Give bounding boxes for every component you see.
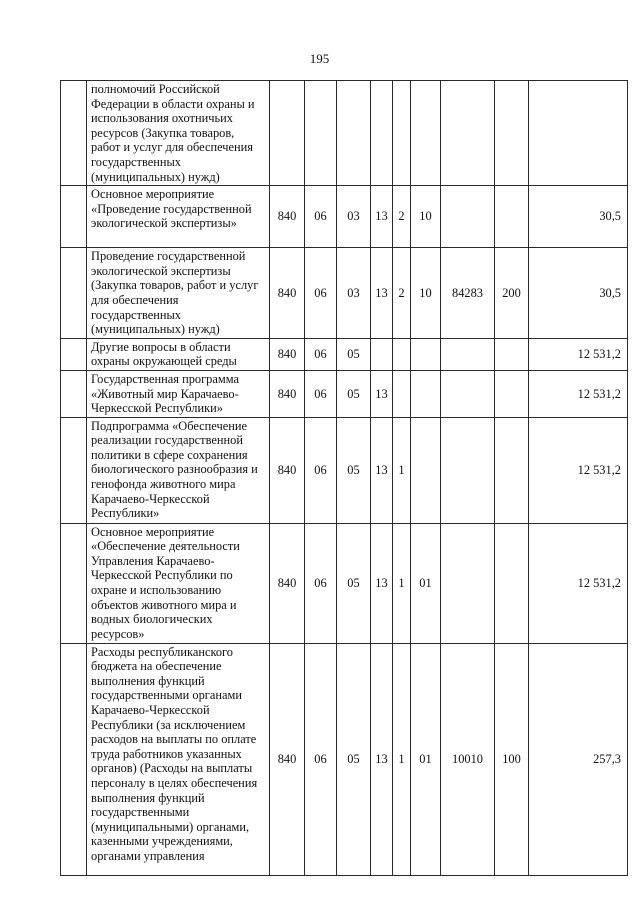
ministry-code-cell: 840 [270, 643, 305, 875]
expense-type-cell: 200 [495, 248, 529, 339]
expense-type-cell [495, 81, 529, 186]
subprogram-code-cell: 1 [393, 417, 411, 523]
expense-type-cell: 100 [495, 643, 529, 875]
section-code-cell: 06 [305, 523, 337, 643]
ministry-code-cell: 840 [270, 370, 305, 417]
table-row [61, 338, 628, 370]
item-name-cell: Другие вопросы в области охраны окружающей среды [87, 338, 270, 370]
subsection-code-cell: 05 [337, 523, 371, 643]
item-name-cell: Основное мероприятие «Обеспечение деятельности Управления Карачаево-Черкесской Республики по охране и использованию объектов животного мира и водных биологических ресурсов» [87, 523, 270, 643]
event-code-cell [411, 417, 441, 523]
event-code-cell: 10 [411, 186, 441, 248]
item-name-cell: Основное мероприятие «Проведение государственной экологической экспертизы» [87, 186, 270, 248]
item-name-cell: Государственная программа «Животный мир Карачаево-Черкесской Республики» [87, 370, 270, 417]
event-code-cell: 10 [411, 248, 441, 339]
program-code-cell: 13 [371, 417, 393, 523]
section-code-cell: 06 [305, 370, 337, 417]
program-code-cell [371, 81, 393, 186]
amount-cell: 12 531,2 [529, 338, 628, 370]
direction-code-cell [441, 338, 495, 370]
row-index-cell [61, 643, 87, 875]
row-index-cell [61, 370, 87, 417]
ministry-code-cell: 840 [270, 417, 305, 523]
event-code-cell [411, 81, 441, 186]
program-code-cell [371, 338, 393, 370]
budget-table [60, 80, 628, 876]
table-row [61, 370, 628, 417]
table-row [61, 417, 628, 523]
program-code-cell: 13 [371, 248, 393, 339]
program-code-cell: 13 [371, 186, 393, 248]
subsection-code-cell: 05 [337, 370, 371, 417]
item-name-cell: полномочий Российской Федерации в области охраны и использования охотничьих ресурсов (Закупка товаров, работ и услуг для обеспечения государственных (муниципальных) нужд) [87, 81, 270, 186]
direction-code-cell [441, 81, 495, 186]
expense-type-cell [495, 186, 529, 248]
section-code-cell: 06 [305, 338, 337, 370]
section-code-cell: 06 [305, 248, 337, 339]
row-index-cell [61, 81, 87, 186]
subsection-code-cell: 05 [337, 417, 371, 523]
event-code-cell [411, 338, 441, 370]
row-index-cell [61, 417, 87, 523]
section-code-cell [305, 81, 337, 186]
direction-code-cell: 10010 [441, 643, 495, 875]
table-row [61, 81, 628, 186]
subsection-code-cell: 03 [337, 186, 371, 248]
subsection-code-cell: 05 [337, 643, 371, 875]
row-index-cell [61, 523, 87, 643]
subprogram-code-cell [393, 338, 411, 370]
table-row [61, 248, 628, 339]
subsection-code-cell: 05 [337, 338, 371, 370]
subsection-code-cell [337, 81, 371, 186]
direction-code-cell [441, 186, 495, 248]
subprogram-code-cell: 1 [393, 643, 411, 875]
ministry-code-cell: 840 [270, 248, 305, 339]
direction-code-cell [441, 417, 495, 523]
amount-cell: 30,5 [529, 186, 628, 248]
row-index-cell [61, 338, 87, 370]
amount-cell: 12 531,2 [529, 370, 628, 417]
table-row [61, 523, 628, 643]
event-code-cell: 01 [411, 523, 441, 643]
expense-type-cell [495, 523, 529, 643]
section-code-cell: 06 [305, 417, 337, 523]
ministry-code-cell: 840 [270, 186, 305, 248]
section-code-cell: 06 [305, 643, 337, 875]
row-index-cell [61, 248, 87, 339]
subprogram-code-cell: 2 [393, 248, 411, 339]
subprogram-code-cell [393, 370, 411, 417]
direction-code-cell [441, 523, 495, 643]
amount-cell: 30,5 [529, 248, 628, 339]
direction-code-cell [441, 370, 495, 417]
page-number: 195 [309, 51, 330, 66]
section-code-cell: 06 [305, 186, 337, 248]
item-name-cell: Расходы республиканского бюджета на обеспечение выполнения функций государственными органами Карачаево-Черкесской Республики (за исключением расходов на выплаты по оплате труда работников указанных органов) (Расходы на выплаты персоналу в целях обеспечения выполнения функций государственными (муниципальными) органами, казенными учреждениями, органами управления [87, 643, 270, 875]
table-row [61, 643, 628, 875]
ministry-code-cell: 840 [270, 338, 305, 370]
table-row [61, 186, 628, 248]
amount-cell [529, 81, 628, 186]
program-code-cell: 13 [371, 643, 393, 875]
subprogram-code-cell: 2 [393, 186, 411, 248]
amount-cell: 257,3 [529, 643, 628, 875]
program-code-cell: 13 [371, 370, 393, 417]
subprogram-code-cell: 1 [393, 523, 411, 643]
event-code-cell [411, 370, 441, 417]
expense-type-cell [495, 370, 529, 417]
ministry-code-cell: 840 [270, 523, 305, 643]
row-index-cell [61, 186, 87, 248]
ministry-code-cell [270, 81, 305, 186]
expense-type-cell [495, 338, 529, 370]
subprogram-code-cell [393, 81, 411, 186]
event-code-cell: 01 [411, 643, 441, 875]
amount-cell: 12 531,2 [529, 417, 628, 523]
direction-code-cell: 84283 [441, 248, 495, 339]
item-name-cell: Подпрограмма «Обеспечение реализации государственной политики в сфере сохранения биологического разнообразия и генофонда животного мира Карачаево-Черкесской Республики» [87, 417, 270, 523]
amount-cell: 12 531,2 [529, 523, 628, 643]
program-code-cell: 13 [371, 523, 393, 643]
subsection-code-cell: 03 [337, 248, 371, 339]
item-name-cell: Проведение государственной экологической экспертизы (Закупка товаров, работ и услуг для обеспечения государственных (муниципальных) нужд) [87, 248, 270, 339]
expense-type-cell [495, 417, 529, 523]
